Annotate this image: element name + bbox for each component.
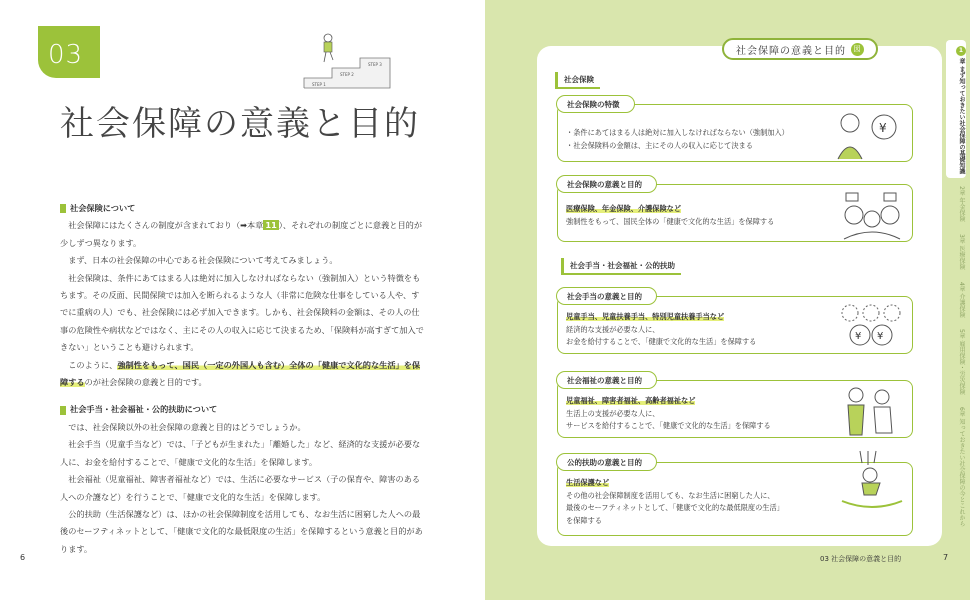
paragraph: では、社会保険以外の社会保障の意義と目的はどうでしょうか。 [68,421,306,432]
stairs-illustration [302,30,394,90]
card-line: サービスを給付することで、「健康で文化的な生活」を保障する [566,421,771,430]
paragraph: 公的扶助（生活保護など）は、ほかの社会保障制度を活用しても、なお生活に困窮した人への最後のセーフティネットとして、「健康で文化的な最低限度の生活」を保障するという意義と目的があります。 [60,508,423,554]
card-line: 強制性をもって、国民全体の「健康で文化的な生活」を保障する [566,216,775,226]
side-tab-chapter-5[interactable]: 5章 雇用保険・労災保険 [958,329,965,396]
caregiver-icon [838,385,904,437]
stair-step3-label: STEP 3 [368,62,382,67]
footer-title: 03 社会保障の意義と目的 [820,555,902,563]
paragraph: このように、強制性をもって、国民（一定の外国人も含む）全体の「健康で文化的な生活」を保障するのが社会保険の意義と目的です。 [60,359,421,388]
family-icon [840,189,904,241]
stair-step1-label: STEP 1 [312,82,326,87]
card-line: その他の社会保障制度を活用しても、なお生活に困窮した人に、 [566,490,775,500]
card-keyword: 医療保険、年金保険、介護保険など [566,204,682,213]
card-heading: 社会保険の特徴 [556,95,635,113]
heading-marker-icon [60,204,66,213]
card-line: 経済的な支援が必要な人に、 [566,324,660,334]
card-public-assistance-purpose [557,457,913,536]
paragraph: 社会保険は、条件にあてはまる人は絶対に加入しなければならない（強制加入）という特徴をもちます。その反面、民間保険では加入を断られるような人（非常に危険な仕事をしている人や、すでに重病の人）でも、社会保険には必ず加入できます。しかも、社会保険料の金額は、その人の仕事の危険性や病状などではなく、主にその人の収入に応じて決まるため、「保険料が高すぎて加入できない」ということも避けられます。 [60,272,424,353]
side-tab-chapter-6[interactable]: 6章 知っておきたい社会保障の今とこれから [958,407,965,527]
heading-marker-icon [60,406,66,415]
card-keyword: 生活保護など [566,478,610,487]
card-welfare-purpose [557,375,913,438]
section-heading: 社会保険について [60,200,424,217]
card-heading: 公的扶助の意義と目的 [556,453,657,471]
safety-net-icon [840,449,904,515]
body-text [60,200,424,558]
side-tab-chapter-3[interactable]: 3章 医療保険 [958,233,965,270]
card-heading: 社会手当の意義と目的 [556,287,657,305]
yen-glyph: ¥ [877,331,884,342]
page-number-right: 7 [943,553,949,562]
stair-step2-label: STEP 2 [340,72,354,77]
yen-glyph: ¥ [879,121,887,135]
paragraph: 社会福祉（児童福祉、障害者福祉など）では、生活に必要なサービス（子の保育や、障害のある人への介護など）を行うことで、「健康で文化的な生活」を保障します。 [60,474,421,502]
group-label-welfare: 社会手当・社会福祉・公的扶助 [561,258,681,275]
card-allowance-purpose [557,291,913,354]
highlight-text: 強制性をもって、国民（一定の外国人も含む）全体の「健康で文化的な生活」を保障する [60,359,421,388]
side-tab-chapter-4[interactable]: 4章 介護保険 [958,281,965,318]
card-line: 最後のセーフティネットとして、「健康で文化的な最低限度の生活」 [566,503,784,512]
paragraph: 社会手当（児童手当など）では、「子どもが生まれた」「離婚した」など、経済的な支援が必要な人に、お金を給付することで、「健康で文化的な生活」を保障します。 [60,439,421,467]
group-label-insurance: 社会保険 [555,72,600,89]
card-line: を保障する [566,515,602,525]
page-title: 社会保障の意義と目的 [60,104,420,144]
card-insurance-features [557,99,913,162]
card-line: ・社会保険料の金額は、主にその人の収入に応じて決まる [566,140,753,150]
figure-icon: 図 [851,43,864,56]
chapter-ref-tag: 11 [265,220,277,231]
card-keyword: 児童手当、児童扶養手当、特別児童扶養手当など [566,312,725,321]
chapter-badge: 03 [38,26,100,78]
paragraph: 社会保障にはたくさんの制度が含まれており（➡本章 11 ）、それぞれの制度ごとに意義と目的が少しずつ異なります。 [60,220,423,248]
side-tab-chapter-1[interactable]: 1章 まず知っておきたい社会保障の基礎知識 [946,40,966,178]
card-line: お金を給付することで、「健康で文化的な生活」を保障する [566,337,757,346]
figure-title: 社会保障の意義と目的 図 [722,38,878,60]
paragraph: まず、日本の社会保障の中心である社会保険について考えてみましょう。 [68,255,338,266]
yen-glyph: ¥ [855,331,862,342]
card-line: ・条件にあてはまる人は絶対に加入しなければならない（強制加入） [566,128,789,137]
card-insurance-purpose [557,179,913,242]
card-heading: 社会保険の意義と目的 [556,175,657,193]
section-heading: 社会手当・社会福祉・公的扶助について [60,401,424,418]
person-coin-icon [832,109,904,161]
card-line: 生活上の支援が必要な人に、 [566,408,660,418]
card-keyword: 児童福祉、障害者福祉、高齢者福祉など [566,396,696,405]
coins-icon [838,301,904,349]
side-tab-chapter-2[interactable]: 2章 年金保険 [958,186,965,222]
page-number-left: 6 [20,553,26,562]
chapter-side-tabs [946,40,968,535]
card-heading: 社会福祉の意義と目的 [556,371,657,389]
